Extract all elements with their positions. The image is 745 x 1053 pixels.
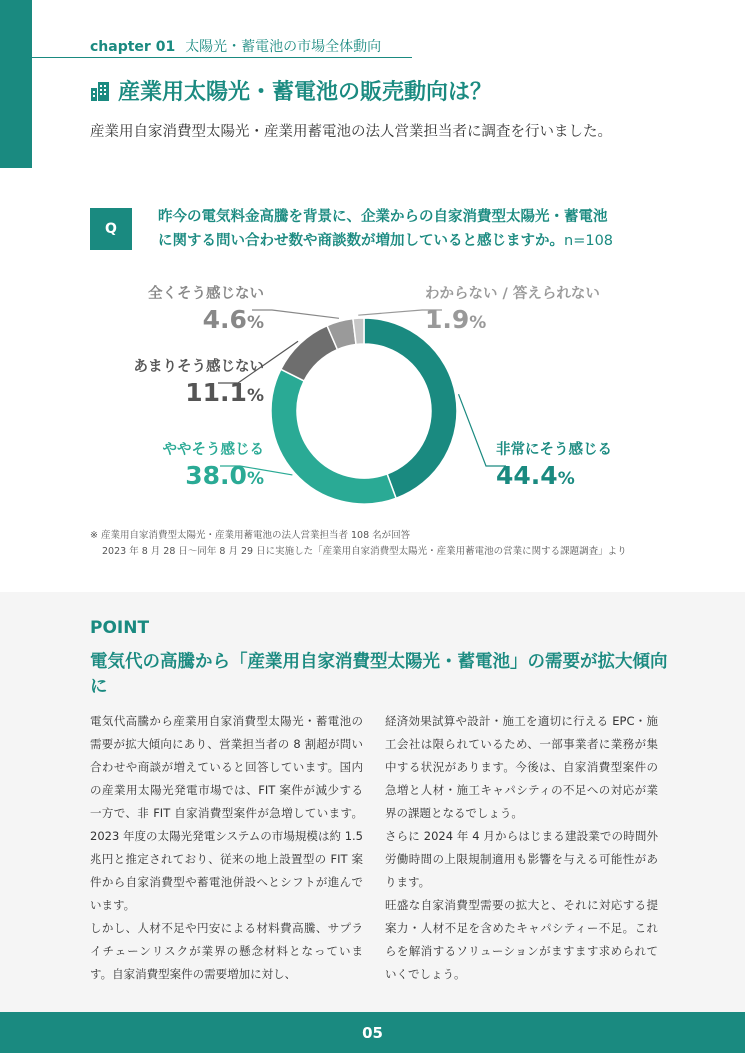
chart-label-not-much — [134, 355, 265, 407]
question-line-1: 昨今の電気料金高騰を背景に、企業からの自家消費型太陽光・蓄電池 — [158, 209, 608, 225]
chart-label-somewhat — [163, 438, 265, 490]
donut-slice-not-much — [281, 326, 338, 381]
survey-note-line-1: ※ 産業用自家消費型太陽光・産業用蓄電池の法人営業担当者 108 名が回答 — [90, 530, 411, 541]
donut-slice-very-much — [364, 318, 457, 498]
body-paragraph: 電気代高騰から産業用自家消費型太陽光・蓄電池の需要が拡大傾向にあり、営業担当者の 8 割超が問い合わせや商談が増えていると回答しています。国内の産業用太陽光発電市場では、FIT 案件が減少する一方で、非 FIT 自家消費型案件が急増しています。2023 年度の太陽光発電システムの市場規模は約 1.5 兆円と推定されており、従来の地上設置型の FIT 案件から自家消費型や蓄電池併設へとシフトが進んでいます。 — [90, 714, 363, 912]
chart-value-label: 38.0% — [185, 461, 264, 490]
chapter-heading — [90, 36, 381, 56]
donut-slice-somewhat — [271, 369, 396, 504]
donut-chart — [0, 270, 745, 520]
leader-line-not-at-all — [252, 310, 339, 318]
survey-note — [90, 528, 627, 560]
body-column-1 — [90, 710, 363, 986]
donut-chart-svg — [0, 270, 745, 520]
body-paragraph: 経済効果試算や設計・施工を適切に行える EPC・施工会社は限られているため、一部事業者に業務が集中する状況があります。今後は、自家消費型案件の急増と人材・施工キャパシティの不足への対応が業界の課題となるでしょう。 — [385, 714, 658, 820]
question-badge: Q — [90, 208, 132, 250]
chart-label-unknown — [425, 282, 600, 334]
chart-label-not-at-all — [148, 282, 264, 334]
chapter-title: 太陽光・蓄電池の市場全体動向 — [185, 39, 382, 55]
building-icon — [90, 81, 110, 101]
chart-value-label: 11.1% — [185, 378, 264, 407]
point-headline: 電気代の高騰から「産業用自家消費型太陽光・蓄電池」の需要が拡大傾向に — [90, 652, 668, 697]
side-accent-bar — [0, 0, 32, 168]
chapter-number: chapter 01 — [90, 39, 176, 55]
chart-category-label: わからない / 答えられない — [425, 286, 600, 302]
page-number: 05 — [362, 1023, 383, 1042]
question-line-2: に関する問い合わせ数や商談数が増加していると感じますか。 — [158, 233, 564, 249]
chart-category-label: 非常にそう感じる — [496, 442, 612, 458]
sample-size: n=108 — [564, 233, 614, 249]
body-paragraph: さらに 2024 年 4 月からはじまる建設業での時間外労働時間の上限規制適用も影響を与える可能性があります。 — [385, 829, 658, 889]
body-paragraph: 旺盛な自家消費型需要の拡大と、それに対応する提案力・人材不足を含めたキャパシティー不足。これらを解消するソリューションがますます求められていくでしょう。 — [385, 898, 658, 981]
lead-text: 産業用自家消費型太陽光・産業用蓄電池の法人営業担当者に調査を行いました。 — [90, 124, 612, 140]
page-title-text: 産業用太陽光・蓄電池の販売動向は？ — [118, 80, 493, 105]
chart-value-label: 44.4% — [496, 461, 575, 490]
body-column-2 — [385, 710, 658, 986]
survey-note-line-2: 2023 年 8 月 28 日～同年 8 月 29 日に実施した「産業用自家消費型太陽光・産業用蓄電池の営業に関する課題調査」より — [102, 546, 627, 557]
body-paragraph: しかし、人材不足や円安による材料費高騰、サプライチェーンリスクが業界の懸念材料となっています。自家消費型案件の需要増加に対し、 — [90, 921, 363, 981]
page-title — [90, 75, 492, 106]
question-text — [158, 205, 613, 253]
chart-category-label: 全くそう感じない — [148, 286, 264, 302]
chart-label-very-much — [496, 438, 612, 490]
chart-value-label: 1.9% — [425, 305, 487, 334]
point-label: POINT — [90, 618, 150, 638]
chart-category-label: あまりそう感じない — [133, 359, 264, 375]
page-footer — [0, 1012, 745, 1053]
chart-value-label: 4.6% — [202, 305, 264, 334]
chapter-underline — [32, 57, 412, 58]
chart-category-label: ややそう感じる — [162, 442, 264, 458]
